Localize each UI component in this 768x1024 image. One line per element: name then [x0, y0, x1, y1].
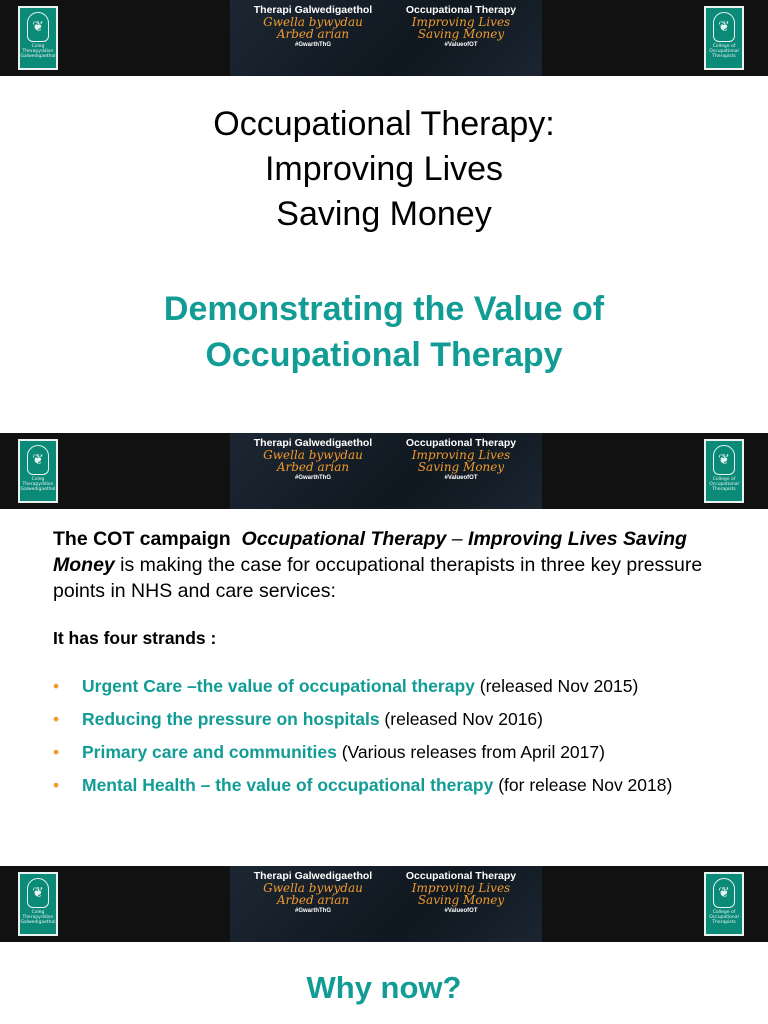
crest-icon: ❦ — [713, 12, 735, 42]
banner-english-text: Occupational Therapy Improving Lives Saving Money #ValueofOT — [405, 437, 517, 481]
header-banner — [0, 0, 768, 76]
cot-welsh-logo: ❦ Coleg Therapyddion Galwedigaethol — [18, 439, 58, 503]
cot-welsh-logo: ❦ Coleg Therapyddion Galwedigaethol — [18, 6, 58, 70]
list-item: • Reducing the pressure on hospitals (released Nov 2016) — [53, 709, 543, 729]
crest-icon: ❦ — [713, 445, 735, 475]
list-item: • Urgent Care –the value of occupational therapy (released Nov 2015) — [53, 676, 639, 696]
cot-english-logo: ❦ College of Occupational Therapists — [704, 872, 744, 936]
cot-english-logo: ❦ College of Occupational Therapists — [704, 439, 744, 503]
bullet-icon: • — [53, 676, 60, 696]
crest-icon: ❦ — [27, 445, 49, 475]
strands-heading: It has four strands : — [53, 628, 217, 648]
crest-icon: ❦ — [27, 878, 49, 908]
banner-welsh-text: Therapi Galwedigaethol Gwella bywydau Arbed arian #GwarthThG — [253, 4, 373, 48]
slide1-subtitle: Demonstrating the Value of Occupational Therapy — [163, 290, 605, 374]
cot-welsh-logo: ❦ Coleg Therapyddion Galwedigaethol — [18, 872, 58, 936]
campaign-intro: The COT campaign Occupational Therapy – Improving Lives Saving Money is making the case for occupational therapists in three key pressure points in NHS and care services: — [53, 528, 703, 602]
banner-english-text: Occupational Therapy Improving Lives Saving Money #ValueofOT — [405, 870, 517, 914]
bullet-icon: • — [53, 775, 60, 795]
why-now-heading: Why now? — [306, 970, 462, 1005]
banner-welsh-text: Therapi Galwedigaethol Gwella bywydau Arbed arian #GwarthThG — [253, 870, 373, 914]
bullet-icon: • — [53, 709, 60, 729]
header-banner — [0, 866, 768, 942]
list-item: • Primary care and communities (Various releases from April 2017) — [53, 742, 605, 762]
banner-welsh-text: Therapi Galwedigaethol Gwella bywydau Arbed arian #GwarthThG — [253, 437, 373, 481]
cot-english-logo: ❦ College of Occupational Therapists — [704, 6, 744, 70]
bullet-icon: • — [53, 742, 60, 762]
banner-english-text: Occupational Therapy Improving Lives Saving Money #ValueofOT — [405, 4, 517, 48]
header-banner — [0, 433, 768, 509]
crest-icon: ❦ — [713, 878, 735, 908]
list-item: • Mental Health – the value of occupational therapy (for release Nov 2018) — [53, 775, 673, 795]
slide1-title: Occupational Therapy: Improving Lives Saving Money — [213, 105, 555, 233]
strands-list — [53, 675, 693, 807]
crest-icon: ❦ — [27, 12, 49, 42]
